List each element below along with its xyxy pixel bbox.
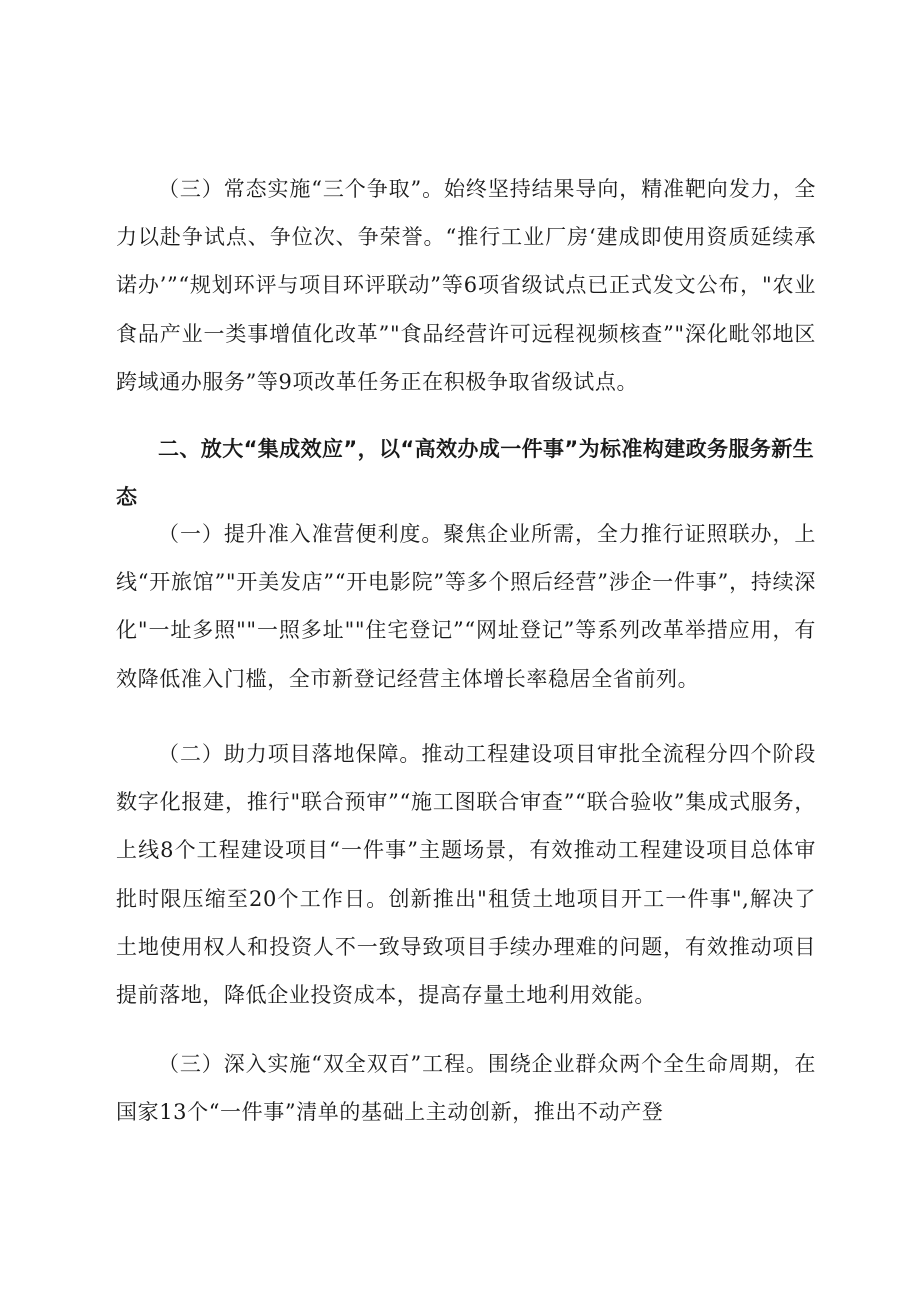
section-heading-two: 二、放大“集成效应”，以“高效办成一件事”为标准构建政务服务新生态 [116, 437, 815, 509]
paragraph-project-landing: （二）助力项目落地保障。推动工程建设项目审批全流程分四个阶段数字化报建，推行"联合预审”“施工图联合审查”“联合验收”集成式服务，上线8个工程建设项目“一件事”主题场景，有效推动工程建设项目总体审批时限压缩至20个工作日。创新推出"租赁土地项目开工一件事",解决了土地使用权人和投资人不一致导致项目手续办理难的问题，有效推动项目提前落地，降低企业投资成本，提高存量土地利用效能。 [116, 742, 816, 1008]
paragraph-double-full-double-hundred: （三）深入实施“双全双百”工程。围绕企业群众两个全生命周期，在国家13个“一件事”清单的基础上主动创新，推出不动产登 [116, 1052, 816, 1125]
paragraph-three-strives: （三）常态实施“三个争取”。始终坚持结果导向，精准靶向发力，全力以赴争试点、争位次、争荣誉。“推行工业厂房‘建成即使用资质延续承诺办’”“规划环评与项目环评联动”等6项省级试点已正式发文公布，"农业食品产业一类事增值化改革”"食品经营许可远程视频核查”"深化毗邻地区跨域通办服务”等9项改革任务正在积极争取省级试点。 [116, 177, 816, 394]
paragraph-market-access: （一）提升准入准营便利度。聚焦企业所需，全力推行证照联办，上线“开旅馆”"开美发店”“开电影院”等多个照后经营”涉企一件事”，持续深化"一址多照""一照多址""住宅登记”“网址登记”等系列改革举措应用，有效降低准入门槛，全市新登记经营主体增长率稳居全省前列。 [116, 522, 816, 691]
